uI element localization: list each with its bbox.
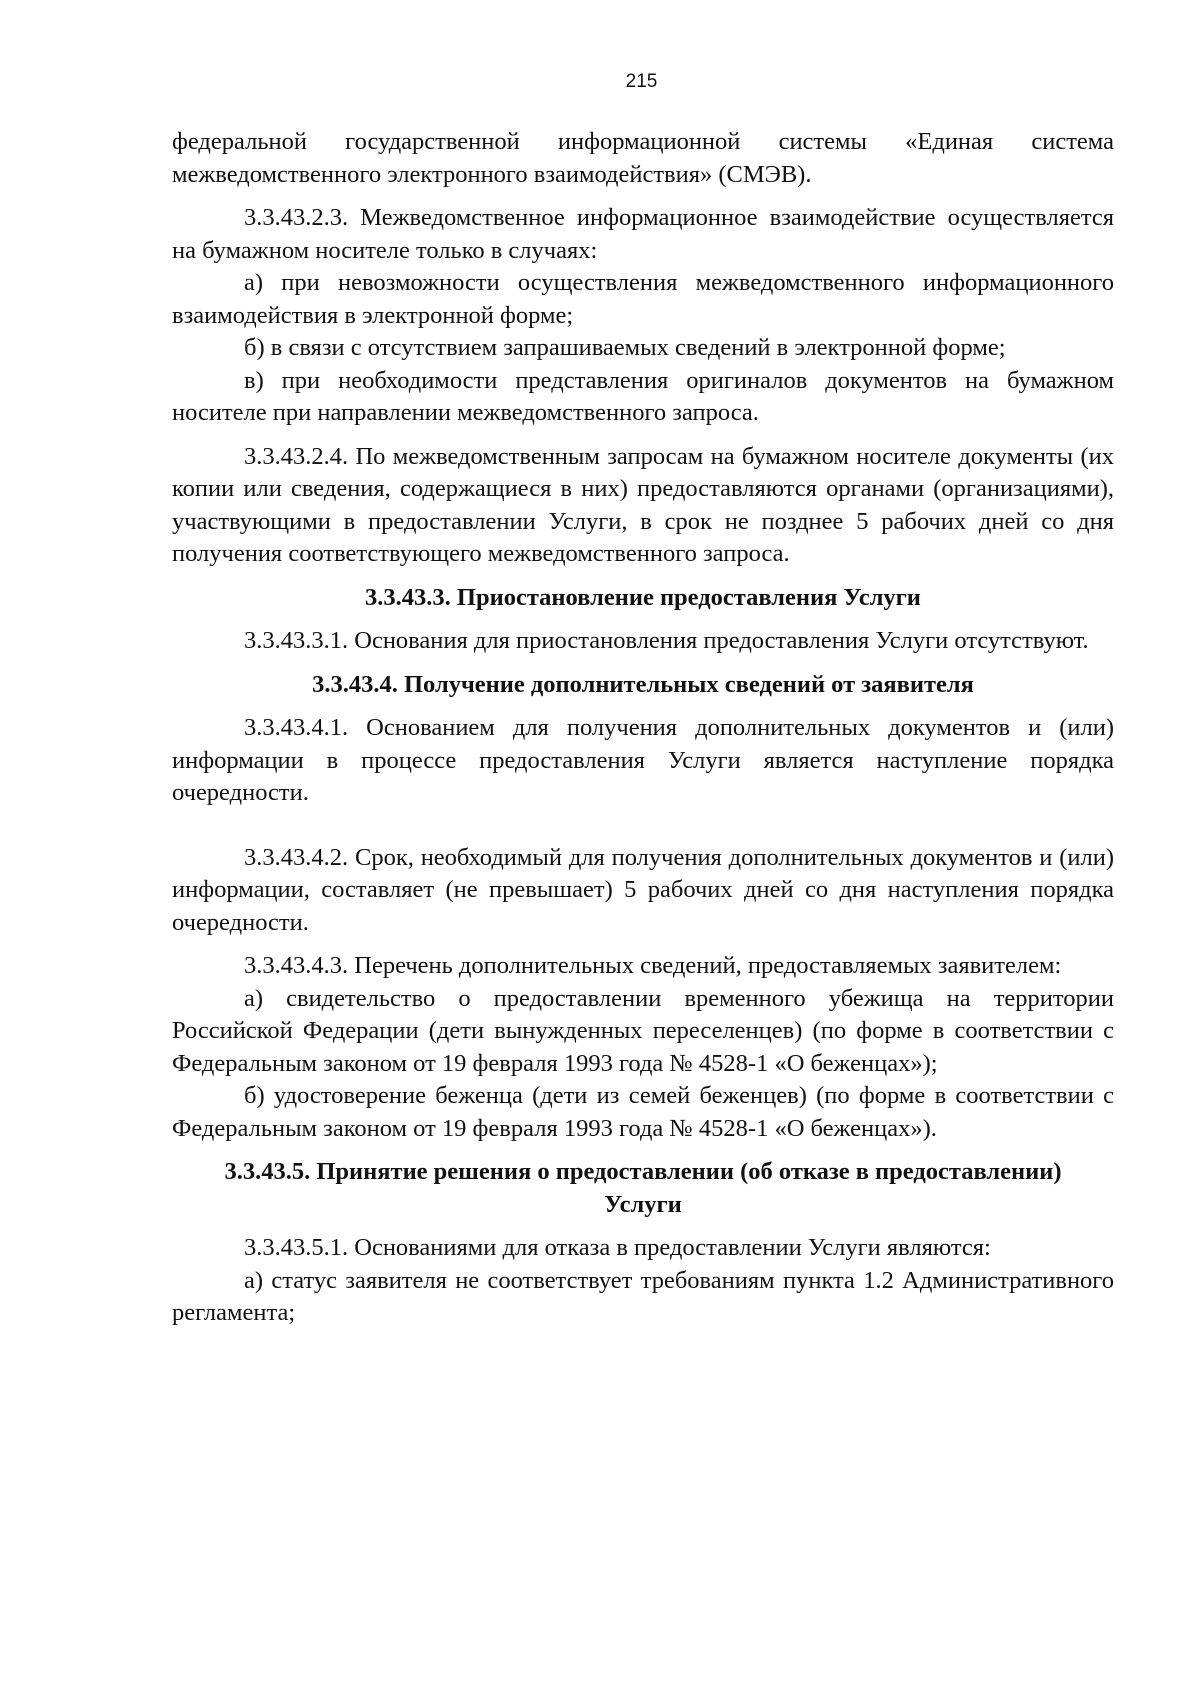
paragraph-3-3-43-4-2: 3.3.43.4.2. Срок, необходимый для получения дополнительных документов и (или) информации, составляет (не превышает) 5 рабочих дней со дня наступления порядка очередности. xyxy=(172,843,1114,936)
section-heading-3-3-43-4: 3.3.43.4. Получение дополнительных сведений от заявителя xyxy=(312,670,974,698)
list-item-a-electronic-impossible: а) при невозможности осуществления межведомственного информационного взаимодействия в электронной форме; xyxy=(172,269,1114,329)
paragraph-3-3-43-4-3: 3.3.43.4.3. Перечень дополнительных сведений, предоставляемых заявителем: xyxy=(244,952,1062,979)
paragraph-3-3-43-5-1: 3.3.43.5.1. Основаниями для отказа в предоставлении Услуги являются: xyxy=(244,1234,991,1261)
section-heading-3-3-43-5: 3.3.43.5. Принятие решения о предоставлении (об отказе в предоставлении) Услуги xyxy=(224,1158,1062,1218)
page-number: 215 xyxy=(625,71,658,92)
paragraph-3-3-43-3-1: 3.3.43.3.1. Основания для приостановления предоставления Услуги отсутствуют. xyxy=(244,627,1089,654)
paragraph-smev-continuation: федеральной государственной информационной системы «Единая система межведомственного электронного взаимодействия» (СМЭВ). xyxy=(172,128,1114,188)
list-item-a-status-mismatch: а) статус заявителя не соответствует требованиям пункта 1.2 Административного регламента; xyxy=(172,1266,1114,1326)
paragraph-3-3-43-4-1: 3.3.43.4.1. Основанием для получения дополнительных документов и (или) информации в процессе предоставления Услуги является наступление порядка очередности. xyxy=(172,714,1114,806)
paragraph-3-3-43-2-4: 3.3.43.2.4. По межведомственным запросам на бумажном носителе документы (их копии или сведения, содержащиеся в них) предоставляются органами (организациями), участвующими в предоставлении Услуги, в срок не позднее 5 рабочих дней со дня получения соответствующего межведомственного запроса. xyxy=(172,442,1114,567)
page-content xyxy=(172,126,1114,1330)
list-item-a-certificate: а) свидетельство о предоставлении временного убежища на территории Российской Федерации (дети вынужденных переселенцев) (по форме в соответствии с Федеральным законом от 19 февраля 1993 года № 4528-1 «О беженцах»); xyxy=(172,984,1114,1077)
list-item-c-originals: в) при необходимости представления оригиналов документов на бумажном носителе при направлении межведомственного запроса. xyxy=(172,366,1114,426)
section-heading-3-3-43-3: 3.3.43.3. Приостановление предоставления Услуги xyxy=(365,583,921,611)
list-item-b-missing-info: б) в связи с отсутствием запрашиваемых сведений в электронной форме; xyxy=(244,334,1006,361)
list-item-b-refugee-id: б) удостоверение беженца (дети из семей беженцев) (по форме в соответствии с Федеральным законом от 19 февраля 1993 года № 4528-1 «О беженцах»). xyxy=(172,1082,1114,1142)
paragraph-3-3-43-2-3: 3.3.43.2.3. Межведомственное информационное взаимодействие осуществляется на бумажном носителе только в случаях: xyxy=(172,204,1114,264)
